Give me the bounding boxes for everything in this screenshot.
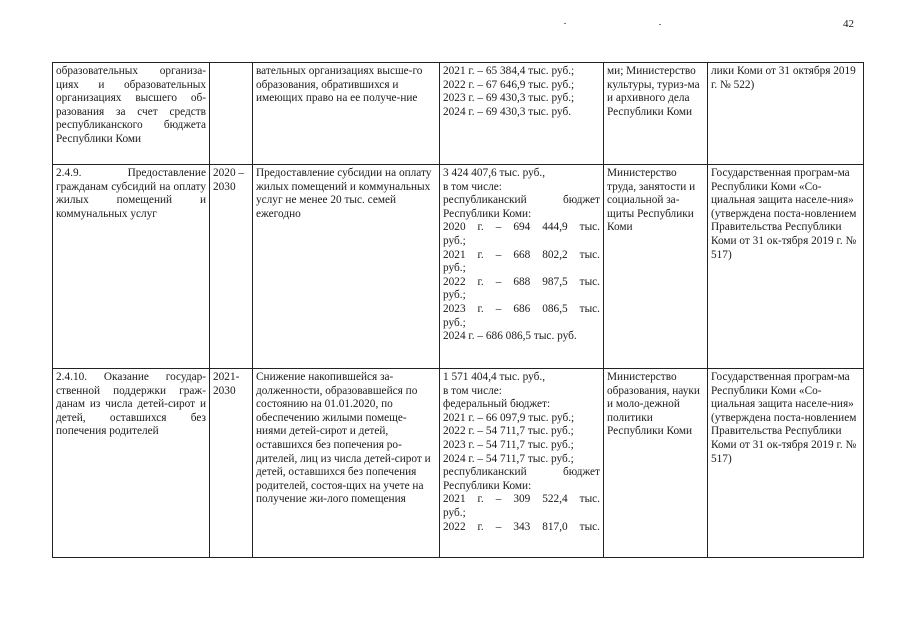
funding-cell [440,63,604,165]
table-row [53,63,864,165]
funding-line: 2023 г. – 69 430,3 тыс. руб.; [443,92,575,105]
basis-cell: Государственная програм-ма Республики Коми «Со-циальная защита населе-ния» (утверждена поста-новлением Правительства Республики Коми от 31 ок-тября 2019 г. № 517) [708,369,864,558]
page-number: 42 [843,18,854,30]
funding-line: 2024 г. – 54 711,7 тыс. руб.; [443,452,574,465]
funding-line: 2022 г. – 343 817,0 тыс. [443,520,600,533]
measure-name-cell: 2.4.10. Оказание государ-ственной поддержки граж-данам из числа детей-сирот и детей, оставшихся без попечения родителей [53,369,210,558]
funding-line: федеральный бюджет: [443,398,551,411]
funding-line: 2024 г. – 686 086,5 тыс. руб. [443,330,577,343]
funding-line: в том числе: [443,180,502,193]
funding-line: 2022 г. – 54 711,7 тыс. руб.; [443,425,574,438]
funding-line: руб.; [443,289,466,302]
funding-line: руб.; [443,262,466,275]
result-cell: вательных организациях высше-го образования, обратившихся и имеющих право на ее получе-ние [253,63,440,165]
executor-cell: ми; Министерство культуры, туриз-ма и архивного дела Республики Коми [604,63,708,165]
funding-line: 3 424 407,6 тыс. руб., [443,167,546,179]
funding-line: Республики Коми: [443,207,532,220]
funding-line: 2021 г. – 309 522,4 тыс. [443,493,600,506]
funding-cell [440,369,604,558]
executor-cell: Министерство труда, занятости и социальной за-щиты Республики Коми [604,165,708,369]
measure-name-cell: образовательных организа-циях и образовательных организациях высшего об-разования за счет средств республиканского бюджета Республики Коми [53,63,210,165]
funding-line: руб.; [443,234,466,247]
funding-line: республиканский бюджет [443,194,600,207]
funding-line: руб.; [443,506,466,519]
result-cell: Снижение накопившейся за-долженности, образовавшейся по состоянию на 01.01.2020, по обеспечению жилыми помеще-ниями детей-сирот и детей, оставшихся без попечения ро-дителей, лиц из числа детей-сирот и детей, оставшихся без попечения родителей, состоя-щих на учете на получение жи-лого помещения [253,369,440,558]
funding-line: 2022 г. – 67 646,9 тыс. руб.; [443,78,575,91]
funding-line: 1 571 404,4 тыс. руб., [443,371,546,383]
funding-line: руб.; [443,316,466,329]
funding-cell [440,165,604,369]
funding-line: 2021 г. – 668 802,2 тыс. [443,248,600,261]
funding-line: в том числе: [443,384,502,397]
period-cell [210,63,253,165]
measures-table [52,62,864,558]
funding-line: 2024 г. – 69 430,3 тыс. руб. [443,105,572,118]
result-cell: Предоставление субсидии на оплату жилых помещений и коммунальных услуг не менее 20 тыс. семей ежегодно [253,165,440,369]
funding-line: республиканский бюджет [443,466,600,479]
period-cell: 2020 – 2030 [210,165,253,369]
basis-cell: Государственная програм-ма Республики Коми «Со-циальная защита населе-ния» (утверждена поста-новлением Правительства Республики Коми от 31 ок-тября 2019 г. № 517) [708,165,864,369]
funding-line: 2020 г. – 694 444,9 тыс. [443,221,600,234]
funding-line: 2022 г. – 688 987,5 тыс. [443,275,600,288]
measure-name-cell: 2.4.9. Предоставление гражданам субсидий на оплату жилых помещений и коммунальных услуг [53,165,210,369]
funding-line: 2023 г. – 54 711,7 тыс. руб.; [443,438,574,451]
table-row [53,369,864,558]
scan-speck [564,23,566,24]
period-cell: 2021-2030 [210,369,253,558]
funding-line: 2021 г. – 66 097,9 тыс. руб.; [443,411,575,424]
scan-speck [659,24,661,25]
executor-cell: Министерство образования, науки и моло-дежной политики Республики Коми [604,369,708,558]
funding-line: Республики Коми: [443,479,532,492]
funding-line: 2023 г. – 686 086,5 тыс. [443,302,600,315]
funding-line: 2021 г. – 65 384,4 тыс. руб.; [443,65,575,77]
table-row [53,165,864,369]
basis-cell: лики Коми от 31 октября 2019 г. № 522) [708,63,864,165]
